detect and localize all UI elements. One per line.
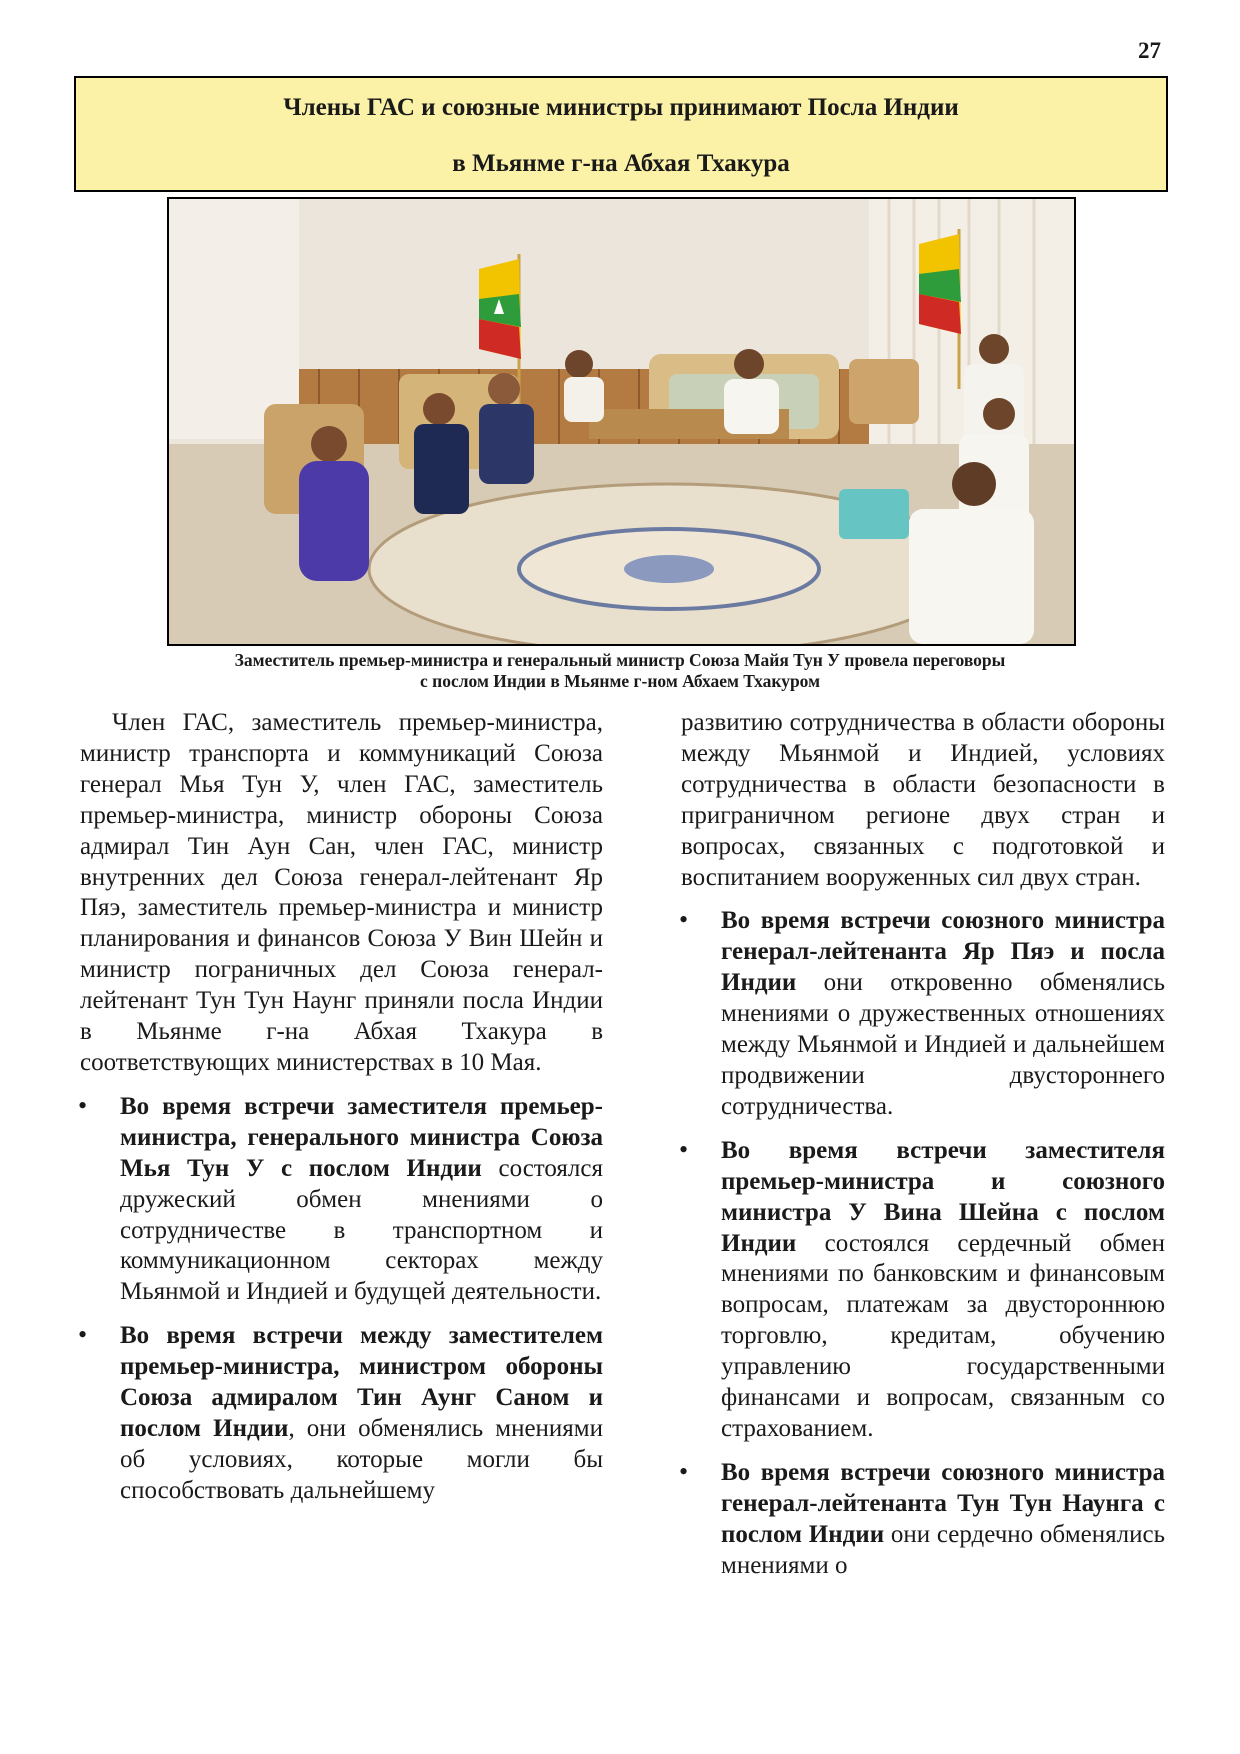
bullet-icon: •	[78, 1090, 88, 1120]
bullet-text: они откровенно обменялись мнениями о дружественных отношениях между Мьянмой и Индией и дальнейшем продвижении двустороннего сотрудничества.	[721, 969, 1165, 1120]
right-column	[681, 708, 1165, 1581]
bullet-bold-text: Во время встречи союзного министра генерал-лейтенанта Тун Тун Наунга с послом Индии	[721, 1458, 1165, 1548]
caption-line-2: с послом Индии в Мьянме г-ном Абхаем Тхакуром	[419, 671, 821, 691]
bullet-text: они сердечно обменялись мнениями о	[721, 1520, 1165, 1579]
page-number: 27	[1138, 38, 1161, 63]
bullet-icon: •	[78, 1320, 88, 1350]
bullet-bold-text: Во время встречи между заместителем премьер-министра, министром обороны Союза адмиралом Тин Аунг Саном и послом Индии	[120, 1322, 603, 1442]
bullet-bold-text: Во время встречи заместителя премьер-министра и союзного министра У Вина Шейна с послом Индии	[721, 1136, 1165, 1257]
list-item	[80, 1321, 603, 1506]
bullet-bold-text: Во время встречи союзного министра генерал-лейтенанта Яр Пяэ и посла Индии	[721, 907, 1165, 997]
list-item	[681, 1458, 1165, 1582]
bullet-text: состоялся дружеский обмен мнениями о сотрудничестве в транспортном и коммуникационном секторах между Мьянмой и Индией и будущей деятельности.	[120, 1154, 603, 1306]
list-item	[80, 1092, 603, 1308]
list-item	[681, 906, 1165, 1122]
bullet-icon: •	[679, 905, 689, 935]
intro-paragraph: Член ГАС, заместитель премьер-министра, министр транспорта и коммуникаций Союза генерал Мья Тун У, член ГАС, заместитель премьер-министра, министр обороны Союза адмирал Тин Аун Сан, член ГАС, министр внутренних дел Союза генерал-лейтенант Яр Пяэ, заместитель премьер-министра и министр планирования и финансов Союза У Вин Шейн и министр пограничных дел Союза генерал-лейтенант Тун Тун Наунг приняли посла Индии в Мьянме г-на Абхая Тхакура в соответствующих министерствах в 10 Мая.	[80, 709, 603, 1076]
bullet-text: , они обменялись мнениями об условиях, которые могли бы способствовать дальнейшему	[120, 1414, 603, 1504]
bullet-text: состоялся сердечный обмен мнениями по банковским и финансовым вопросам, платежам за двустороннюю торговлю, кредитам, обучению управлению государственными финансами и вопросам, связанным со страхованием.	[721, 1229, 1165, 1442]
photo-caption	[100, 650, 1140, 692]
continuation-paragraph: развитию сотрудничества в области обороны между Мьянмой и Индией, условиях сотрудничества в области безопасности в приграничном регионе двух стран и вопросах, связанных с подготовкой и воспитанием вооруженных сил двух стран.	[681, 709, 1165, 891]
headline-line-1: Члены ГАС и союзные министры принимают Посла Индии	[283, 94, 959, 121]
list-item	[681, 1136, 1165, 1445]
left-column	[80, 708, 603, 1507]
headline-box	[74, 76, 1168, 192]
caption-line-1: Заместитель премьер-министра и генеральный министр Союза Майя Тун У провела переговоры	[234, 650, 1006, 670]
headline-line-2: в Мьянме г-на Абхая Тхакура	[452, 150, 790, 177]
meeting-photo	[167, 197, 1076, 646]
bullet-icon: •	[679, 1134, 689, 1164]
bullet-icon: •	[679, 1456, 689, 1486]
bullet-bold-text: Во время встречи заместителя премьер-министра, генерального министра Союза Мья Тун У с послом Индии	[120, 1092, 603, 1182]
photo-meeting-icon	[169, 199, 1074, 644]
left-bullet-list	[80, 1092, 603, 1507]
right-bullet-list	[681, 906, 1165, 1581]
